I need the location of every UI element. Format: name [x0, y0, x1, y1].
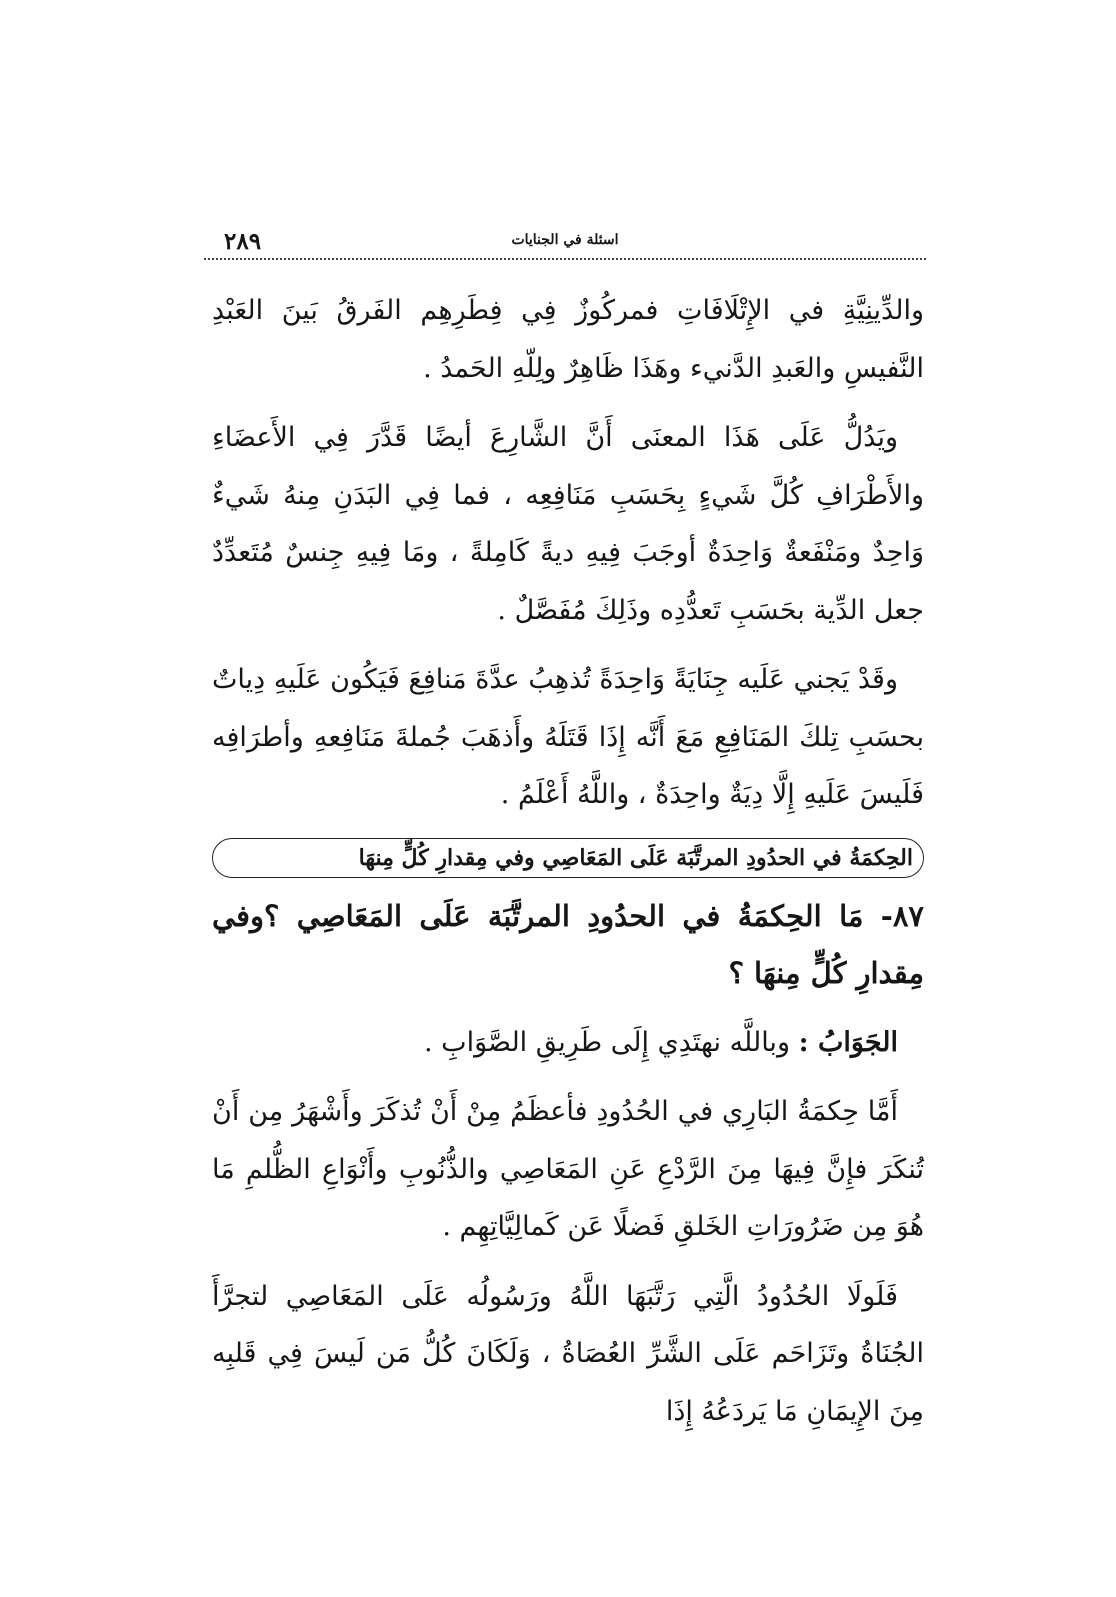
running-title: اسئلة في الجنايات: [511, 232, 619, 248]
paragraph-3: وقَدْ يَجني عَلَيه جِنَايَةً وَاحِدَةً تُذهِبُ عدَّةَ مَنافِعَ فَيَكُون عَلَيهِ دِياتٌ بحسَبِ تِلكَ المَنَافِعِ مَعَ أَنَّه إِذَا قَتَلَهُ وأَذهَبَ جُملةَ مَنَافِعهِ وأطرَافِه فَلَيسَ عَلَيهِ إِلَّا دِيَةٌ واحِدَةٌ ، واللَّهُ أَعْلَمُ .: [212, 664, 924, 810]
page-body: [212, 282, 924, 1440]
header-divider: [204, 258, 926, 260]
paragraph-2: ويَدُلُّ عَلَى هَذَا المعنَى أَنَّ الشَّارِعَ أيضًا قَدَّرَ فِي الأَعضَاءِ والأَطْرَافِ كُلَّ شَيءٍ بِحَسَبِ مَنَافِعِه ، فما فِي البَدَنِ مِنهُ شَيءٌ وَاحِدٌ ومَنْفَعةٌ وَاحِدَةٌ أوجَبَ فِيهِ ديةً كَامِلةً ، ومَا فِيهِ جِنسٌ مُتَعدِّدٌ جعل الدِّية بحَسَبِ تَعدُّدِه وذَلِكَ مُفَصَّلٌ .: [212, 422, 924, 626]
page-number: ٢٨٩: [224, 228, 262, 255]
paragraph-1: والدِّينِيَّةِ في الإِتْلَافَاتِ فمركُوزٌ فِي فِطَرِهِم الفَرقُ بَينَ العَبْدِ النَّفيسِ والعَبدِ الدَّنيء وهَذَا ظَاهِرٌ ولِلّهِ الحَمدُ .: [212, 295, 924, 384]
answer-opening: وباللَّه نهتَدِي إِلَى طَرِيقِ الصَّوَابِ .: [424, 1026, 790, 1058]
paragraph-5: فَلَولَا الحُدُودُ الَّتِي رَتَّبَهَا اللَّهُ ورَسُولُه عَلَى المَعَاصِي لتجرَّأَ الجُنَاةُ وتَزَاحَم عَلَى الشَّرِّ العُصَاةُ ، وَلَكَانَ كُلُّ مَن لَيسَ فِي قَلبِه مِنَ الإِيمَانِ مَا يَردَعُهُ إِذَا: [212, 1280, 924, 1427]
answer-paragraph: [212, 1014, 924, 1072]
page-header: [204, 228, 926, 258]
paragraph-4: أَمَّا حِكمَةُ البَارِي في الحُدُودِ فأعظَمُ مِنْ أَنْ تُذكَرَ وأَشْهَرُ مِن أَنْ تُنكَرَ فإِنَّ فِيهَا مِنَ الرَّدْعِ عَنِ المَعَاصِي والذُّنُوبِ وأَنْوَاعِ الظُّلمِ مَا هُوَ مِن ضَرُورَاتِ الخَلقِ فَضلًا عَن كَمالِيَّاتِهِم .: [212, 1096, 924, 1242]
section-heading-box: الحِكمَةُ في الحدُودِ المرتَّبَة عَلَى المَعَاصِي وفي مِقدارِ كُلٍّ مِنهَا: [212, 838, 924, 878]
question-87: ٨٧- مَا الحِكمَةُ في الحدُودِ المرتَّبَة عَلَى المَعَاصِي ؟وفي مِقدارِ كُلٍّ مِنهَا ؟: [212, 898, 924, 990]
answer-label: الجَوَابُ :: [798, 1026, 898, 1058]
